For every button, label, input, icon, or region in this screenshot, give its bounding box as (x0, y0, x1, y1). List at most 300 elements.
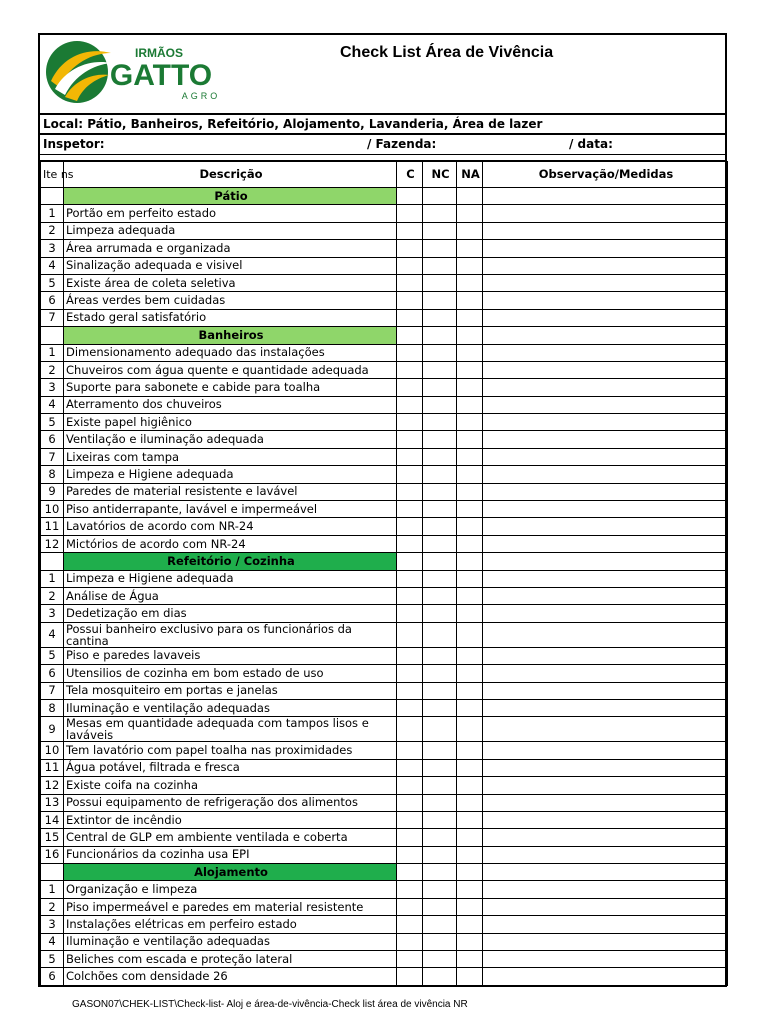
obs-cell (483, 553, 728, 570)
check-c-cell[interactable] (397, 759, 423, 776)
obs-cell[interactable] (483, 205, 728, 222)
table-row (41, 240, 728, 257)
check-c-cell[interactable] (397, 811, 423, 828)
check-c-cell[interactable] (397, 518, 423, 535)
check-c-cell[interactable] (397, 742, 423, 759)
check-nc-cell[interactable] (423, 898, 457, 915)
table-row (41, 622, 728, 647)
obs-cell[interactable] (483, 846, 728, 863)
table-row (41, 396, 728, 413)
check-nc-cell[interactable] (423, 570, 457, 587)
check-c-cell[interactable] (397, 647, 423, 664)
check-na-cell[interactable] (457, 951, 483, 968)
inspector-row (40, 135, 725, 155)
table-row (41, 501, 728, 518)
check-nc-cell[interactable] (423, 665, 457, 682)
item-description: Água potável, filtrada e fresca (64, 759, 397, 776)
table-row (41, 699, 728, 716)
check-c-cell[interactable] (397, 717, 423, 742)
item-number: 6 (41, 665, 64, 682)
check-na-cell[interactable] (457, 647, 483, 664)
check-nc-cell[interactable] (423, 274, 457, 291)
item-description: Organização e limpeza (64, 881, 397, 898)
check-nc-cell[interactable] (423, 240, 457, 257)
check-na-cell[interactable] (457, 622, 483, 647)
item-number: 1 (41, 205, 64, 222)
item-description: Análise de Água (64, 587, 397, 604)
check-cell[interactable] (397, 188, 423, 205)
item-description: Beliches com escada e proteção lateral (64, 951, 397, 968)
item-number: 2 (41, 222, 64, 239)
check-na-cell[interactable] (457, 222, 483, 239)
check-na-cell[interactable] (457, 794, 483, 811)
check-nc-cell[interactable] (423, 379, 457, 396)
check-nc-cell[interactable] (423, 518, 457, 535)
obs-cell[interactable] (483, 483, 728, 500)
check-na-cell[interactable] (457, 742, 483, 759)
footer-path: GASON07\CHEK-LIST\Check-list- Aloj e área-de-vivência-Check list área de vivência NR (72, 999, 468, 1010)
check-nc-cell[interactable] (423, 622, 457, 647)
check-na-cell[interactable] (457, 414, 483, 431)
section-header (41, 327, 728, 344)
check-nc-cell[interactable] (423, 535, 457, 552)
check-c-cell[interactable] (397, 587, 423, 604)
section-header (41, 553, 728, 570)
check-c-cell[interactable] (397, 605, 423, 622)
check-cell[interactable] (457, 864, 483, 881)
col-nc-header: NC (423, 162, 457, 188)
check-nc-cell[interactable] (423, 933, 457, 950)
obs-cell[interactable] (483, 605, 728, 622)
section-title: Refeitório / Cozinha (64, 553, 397, 570)
check-nc-cell[interactable] (423, 587, 457, 604)
check-c-cell[interactable] (397, 466, 423, 483)
obs-cell[interactable] (483, 829, 728, 846)
check-c-cell[interactable] (397, 622, 423, 647)
checklist-form (38, 33, 727, 987)
item-description: Central de GLP em ambiente ventilada e coberta (64, 829, 397, 846)
item-number: 3 (41, 916, 64, 933)
check-nc-cell[interactable] (423, 396, 457, 413)
item-description: Iluminação e ventilação adequadas (64, 933, 397, 950)
item-description: Mictórios de acordo com NR-24 (64, 535, 397, 552)
col-na-header: NA (457, 162, 483, 188)
obs-cell[interactable] (483, 240, 728, 257)
check-c-cell[interactable] (397, 846, 423, 863)
obs-cell[interactable] (483, 379, 728, 396)
check-na-cell[interactable] (457, 811, 483, 828)
col-descricao-header: Descrição (64, 162, 397, 188)
check-nc-cell[interactable] (423, 501, 457, 518)
check-nc-cell[interactable] (423, 292, 457, 309)
obs-cell[interactable] (483, 396, 728, 413)
item-description: Suporte para sabonete e cabide para toalha (64, 379, 397, 396)
obs-cell[interactable] (483, 759, 728, 776)
section-spacer (41, 188, 64, 205)
table-row (41, 811, 728, 828)
obs-cell[interactable] (483, 742, 728, 759)
check-cell[interactable] (397, 327, 423, 344)
data-label: / data: (569, 137, 613, 151)
check-na-cell[interactable] (457, 881, 483, 898)
check-c-cell[interactable] (397, 483, 423, 500)
check-na-cell[interactable] (457, 448, 483, 465)
check-c-cell[interactable] (397, 344, 423, 361)
check-nc-cell[interactable] (423, 466, 457, 483)
table-row (41, 665, 728, 682)
logo-text-gatto: GATTO (109, 59, 213, 92)
obs-cell[interactable] (483, 518, 728, 535)
check-nc-cell[interactable] (423, 811, 457, 828)
check-c-cell[interactable] (397, 829, 423, 846)
obs-cell[interactable] (483, 811, 728, 828)
check-c-cell[interactable] (397, 570, 423, 587)
table-row (41, 361, 728, 378)
table-header (41, 162, 728, 188)
obs-cell[interactable] (483, 794, 728, 811)
check-na-cell[interactable] (457, 501, 483, 518)
check-c-cell[interactable] (397, 665, 423, 682)
item-description: Área arrumada e organizada (64, 240, 397, 257)
obs-cell[interactable] (483, 968, 728, 985)
check-na-cell[interactable] (457, 431, 483, 448)
obs-cell[interactable] (483, 622, 728, 647)
check-c-cell[interactable] (397, 240, 423, 257)
obs-cell[interactable] (483, 431, 728, 448)
check-na-cell[interactable] (457, 898, 483, 915)
item-number: 13 (41, 794, 64, 811)
check-c-cell[interactable] (397, 916, 423, 933)
section-spacer (41, 553, 64, 570)
check-na-cell[interactable] (457, 396, 483, 413)
local-label: Local: Pátio, Banheiros, Refeitório, Alojamento, Lavanderia, Área de lazer (43, 117, 543, 131)
item-description: Lavatórios de acordo com NR-24 (64, 518, 397, 535)
obs-cell[interactable] (483, 933, 728, 950)
check-cell[interactable] (397, 864, 423, 881)
check-c-cell[interactable] (397, 699, 423, 716)
check-na-cell[interactable] (457, 916, 483, 933)
check-na-cell[interactable] (457, 699, 483, 716)
table-row (41, 414, 728, 431)
table-row (41, 682, 728, 699)
obs-cell[interactable] (483, 898, 728, 915)
table-row (41, 431, 728, 448)
item-description: Utensilios de cozinha em bom estado de uso (64, 665, 397, 682)
obs-cell[interactable] (483, 292, 728, 309)
obs-cell[interactable] (483, 587, 728, 604)
check-c-cell[interactable] (397, 535, 423, 552)
item-number: 3 (41, 379, 64, 396)
check-nc-cell[interactable] (423, 742, 457, 759)
obs-cell[interactable] (483, 570, 728, 587)
item-number: 6 (41, 292, 64, 309)
check-nc-cell[interactable] (423, 717, 457, 742)
table-row (41, 846, 728, 863)
item-description: Piso e paredes lavaveis (64, 647, 397, 664)
check-nc-cell[interactable] (423, 431, 457, 448)
check-c-cell[interactable] (397, 794, 423, 811)
check-na-cell[interactable] (457, 344, 483, 361)
obs-cell[interactable] (483, 665, 728, 682)
item-description: Limpeza adequada (64, 222, 397, 239)
local-row (40, 115, 725, 135)
item-number: 7 (41, 309, 64, 326)
check-cell[interactable] (423, 864, 457, 881)
check-nc-cell[interactable] (423, 759, 457, 776)
check-nc-cell[interactable] (423, 222, 457, 239)
irmaos-gatto-logo (41, 37, 237, 107)
table-row (41, 898, 728, 915)
check-c-cell[interactable] (397, 379, 423, 396)
obs-cell[interactable] (483, 274, 728, 291)
check-nc-cell[interactable] (423, 257, 457, 274)
check-c-cell[interactable] (397, 898, 423, 915)
check-na-cell[interactable] (457, 777, 483, 794)
check-cell[interactable] (423, 327, 457, 344)
check-nc-cell[interactable] (423, 448, 457, 465)
check-cell[interactable] (457, 327, 483, 344)
check-na-cell[interactable] (457, 587, 483, 604)
table-row (41, 205, 728, 222)
item-description: Existe papel higiênico (64, 414, 397, 431)
table-row (41, 379, 728, 396)
check-c-cell[interactable] (397, 777, 423, 794)
obs-cell (483, 864, 728, 881)
check-c-cell[interactable] (397, 501, 423, 518)
item-description: Piso antiderrapante, lavável e impermeável (64, 501, 397, 518)
table-row (41, 466, 728, 483)
page-title: Check List Área de Vivência (340, 44, 554, 61)
check-na-cell[interactable] (457, 682, 483, 699)
table-row (41, 829, 728, 846)
check-nc-cell[interactable] (423, 309, 457, 326)
col-itens-header: Ite ns (41, 162, 64, 188)
obs-cell[interactable] (483, 699, 728, 716)
item-number: 7 (41, 448, 64, 465)
check-nc-cell[interactable] (423, 846, 457, 863)
check-na-cell[interactable] (457, 759, 483, 776)
check-na-cell[interactable] (457, 605, 483, 622)
check-nc-cell[interactable] (423, 361, 457, 378)
check-na-cell[interactable] (457, 717, 483, 742)
section-title: Pátio (64, 188, 397, 205)
check-na-cell[interactable] (457, 535, 483, 552)
item-number: 7 (41, 682, 64, 699)
form-header (40, 35, 725, 115)
table-row (41, 292, 728, 309)
check-cell[interactable] (423, 188, 457, 205)
obs-cell[interactable] (483, 777, 728, 794)
check-na-cell[interactable] (457, 518, 483, 535)
item-description: Dimensionamento adequado das instalações (64, 344, 397, 361)
check-nc-cell[interactable] (423, 483, 457, 500)
check-nc-cell[interactable] (423, 777, 457, 794)
section-title: Banheiros (64, 327, 397, 344)
item-number: 14 (41, 811, 64, 828)
item-description: Iluminação e ventilação adequadas (64, 699, 397, 716)
check-c-cell[interactable] (397, 951, 423, 968)
table-row (41, 794, 728, 811)
section-spacer (41, 327, 64, 344)
obs-cell[interactable] (483, 916, 728, 933)
item-number: 5 (41, 647, 64, 664)
obs-cell[interactable] (483, 951, 728, 968)
check-c-cell[interactable] (397, 881, 423, 898)
item-description: Lixeiras com tampa (64, 448, 397, 465)
table-row (41, 933, 728, 950)
obs-cell[interactable] (483, 222, 728, 239)
check-na-cell[interactable] (457, 361, 483, 378)
obs-cell[interactable] (483, 682, 728, 699)
item-description: Limpeza e Higiene adequada (64, 466, 397, 483)
check-na-cell[interactable] (457, 274, 483, 291)
check-na-cell[interactable] (457, 570, 483, 587)
obs-cell[interactable] (483, 361, 728, 378)
check-na-cell[interactable] (457, 466, 483, 483)
item-number: 10 (41, 501, 64, 518)
table-row (41, 518, 728, 535)
check-c-cell[interactable] (397, 933, 423, 950)
table-row (41, 647, 728, 664)
obs-cell[interactable] (483, 501, 728, 518)
logo-text-agro: AGRO (181, 91, 221, 101)
obs-cell (483, 327, 728, 344)
item-description: Sinalização adequada e visivel (64, 257, 397, 274)
check-na-cell[interactable] (457, 846, 483, 863)
table-row (41, 309, 728, 326)
check-na-cell[interactable] (457, 292, 483, 309)
check-c-cell[interactable] (397, 682, 423, 699)
item-description: Aterramento dos chuveiros (64, 396, 397, 413)
table-row (41, 257, 728, 274)
item-description: Mesas em quantidade adequada com tampos lisos e laváveis (64, 717, 397, 742)
obs-cell[interactable] (483, 414, 728, 431)
check-nc-cell[interactable] (423, 414, 457, 431)
check-c-cell[interactable] (397, 257, 423, 274)
fazenda-label: / Fazenda: (367, 137, 437, 151)
item-description: Existe coifa na cozinha (64, 777, 397, 794)
check-na-cell[interactable] (457, 829, 483, 846)
obs-cell[interactable] (483, 344, 728, 361)
item-number: 6 (41, 968, 64, 985)
check-na-cell[interactable] (457, 483, 483, 500)
table-row (41, 587, 728, 604)
item-number: 2 (41, 898, 64, 915)
obs-cell[interactable] (483, 647, 728, 664)
item-description: Piso impermeável e paredes em material resistente (64, 898, 397, 915)
check-c-cell[interactable] (397, 396, 423, 413)
check-nc-cell[interactable] (423, 968, 457, 985)
item-description: Paredes de material resistente e lavável (64, 483, 397, 500)
table-row (41, 881, 728, 898)
obs-cell[interactable] (483, 535, 728, 552)
check-c-cell[interactable] (397, 968, 423, 985)
check-c-cell[interactable] (397, 222, 423, 239)
check-na-cell[interactable] (457, 205, 483, 222)
item-number: 9 (41, 483, 64, 500)
item-number: 12 (41, 535, 64, 552)
obs-cell[interactable] (483, 257, 728, 274)
check-nc-cell[interactable] (423, 647, 457, 664)
table-row (41, 759, 728, 776)
check-nc-cell[interactable] (423, 682, 457, 699)
check-nc-cell[interactable] (423, 794, 457, 811)
col-obs-header: Observação/Medidas (483, 162, 728, 188)
check-na-cell[interactable] (457, 309, 483, 326)
item-description: Extintor de incêndio (64, 811, 397, 828)
check-nc-cell[interactable] (423, 699, 457, 716)
item-number: 3 (41, 240, 64, 257)
check-nc-cell[interactable] (423, 205, 457, 222)
obs-cell[interactable] (483, 466, 728, 483)
item-number: 10 (41, 742, 64, 759)
item-number: 15 (41, 829, 64, 846)
table-row (41, 535, 728, 552)
check-na-cell[interactable] (457, 968, 483, 985)
item-number: 8 (41, 466, 64, 483)
table-row (41, 222, 728, 239)
check-c-cell[interactable] (397, 205, 423, 222)
check-na-cell[interactable] (457, 665, 483, 682)
check-c-cell[interactable] (397, 414, 423, 431)
item-description: Limpeza e Higiene adequada (64, 570, 397, 587)
table-row (41, 274, 728, 291)
check-nc-cell[interactable] (423, 344, 457, 361)
item-number: 4 (41, 622, 64, 647)
check-na-cell[interactable] (457, 379, 483, 396)
obs-cell[interactable] (483, 881, 728, 898)
check-c-cell[interactable] (397, 361, 423, 378)
item-description: Possui banheiro exclusivo para os funcionários da cantina (64, 622, 397, 647)
item-number: 11 (41, 759, 64, 776)
check-na-cell[interactable] (457, 933, 483, 950)
check-nc-cell[interactable] (423, 605, 457, 622)
item-number: 16 (41, 846, 64, 863)
item-number: 11 (41, 518, 64, 535)
section-spacer (41, 864, 64, 881)
check-cell[interactable] (423, 553, 457, 570)
check-c-cell[interactable] (397, 309, 423, 326)
check-c-cell[interactable] (397, 274, 423, 291)
table-row (41, 344, 728, 361)
item-description: Possui equipamento de refrigeração dos alimentos (64, 794, 397, 811)
item-description: Tem lavatório com papel toalha nas proximidades (64, 742, 397, 759)
check-c-cell[interactable] (397, 292, 423, 309)
check-c-cell[interactable] (397, 431, 423, 448)
item-description: Dedetização em dias (64, 605, 397, 622)
item-description: Chuveiros com água quente e quantidade adequada (64, 361, 397, 378)
obs-cell[interactable] (483, 309, 728, 326)
item-number: 5 (41, 414, 64, 431)
check-na-cell[interactable] (457, 240, 483, 257)
item-number: 4 (41, 396, 64, 413)
item-number: 2 (41, 361, 64, 378)
check-nc-cell[interactable] (423, 916, 457, 933)
item-number: 1 (41, 570, 64, 587)
check-cell[interactable] (457, 188, 483, 205)
obs-cell[interactable] (483, 717, 728, 742)
check-c-cell[interactable] (397, 448, 423, 465)
check-cell[interactable] (397, 553, 423, 570)
check-na-cell[interactable] (457, 257, 483, 274)
check-nc-cell[interactable] (423, 829, 457, 846)
check-cell[interactable] (457, 553, 483, 570)
item-description: Colchões com densidade 26 (64, 968, 397, 985)
obs-cell[interactable] (483, 448, 728, 465)
check-nc-cell[interactable] (423, 881, 457, 898)
check-nc-cell[interactable] (423, 951, 457, 968)
item-number: 5 (41, 951, 64, 968)
